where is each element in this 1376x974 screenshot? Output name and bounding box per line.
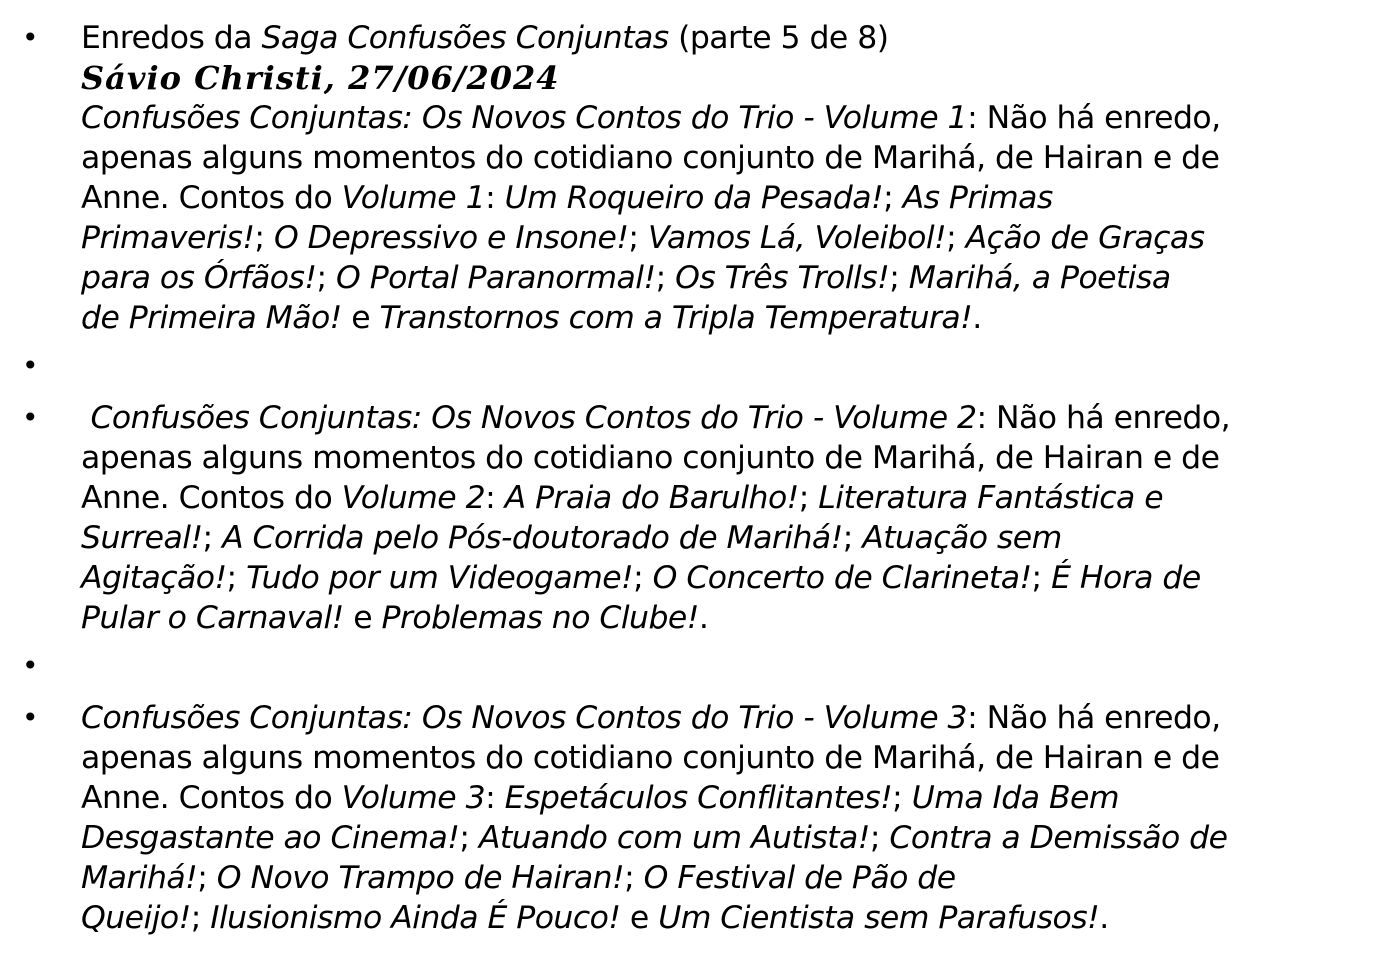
story-title: Vamos Lá, Voleibol! <box>647 220 947 256</box>
volume-title: Confusões Conjuntas: Os Novos Contos do Trio - Volume 1 <box>81 100 968 136</box>
volume-ref: Volume 1 <box>341 180 486 216</box>
separator: ; <box>1031 560 1052 596</box>
separator: ; <box>869 820 890 856</box>
separator: ; <box>883 180 903 216</box>
stories-line <box>81 898 1356 938</box>
list-item-text <box>81 18 1356 338</box>
story-title: Literatura Fantástica e <box>818 480 1164 516</box>
story-title: O Portal Paranormal! <box>336 260 656 296</box>
separator: ; <box>633 560 653 596</box>
line-end: . <box>972 300 982 336</box>
author-date: , 27/06/2024 <box>323 59 560 97</box>
author-name: Sávio Christi <box>81 59 324 97</box>
bullet-icon: • <box>22 649 39 682</box>
story-title: O Festival de Pão de <box>643 860 956 896</box>
story-title: O Depressivo e Insone! <box>273 220 629 256</box>
list-item-text <box>81 698 1356 938</box>
bullet-icon: • <box>22 701 39 734</box>
separator: ; <box>798 480 819 516</box>
story-title: A Corrida pelo Pós-doutorado de Marihá! <box>222 520 843 556</box>
separator: ; <box>946 220 966 256</box>
separator: e <box>343 600 382 636</box>
description-line: apenas alguns momentos do cotidiano conjunto de Marihá, de Hairan e de <box>81 740 1220 776</box>
separator: ; <box>197 860 217 896</box>
story-title: Problemas no Clube! <box>381 600 699 636</box>
volume-title: Confusões Conjuntas: Os Novos Contos do Trio - Volume 3 <box>81 700 968 736</box>
separator: ; <box>190 900 211 936</box>
stories-line <box>81 178 1356 218</box>
stories-prefix: Anne. Contos do <box>81 480 342 516</box>
story-title: Um Roqueiro da Pesada! <box>504 180 884 216</box>
separator: ; <box>254 220 274 256</box>
line-end: . <box>698 600 709 636</box>
stories-line <box>81 598 1356 638</box>
list-item-text <box>81 398 1356 638</box>
story-title: Ação de Graças <box>965 220 1205 256</box>
intro-line <box>81 18 1356 58</box>
separator: e <box>341 300 380 336</box>
separator: ; <box>459 820 479 856</box>
story-title: Queijo! <box>81 900 191 936</box>
story-title: As Primas <box>902 180 1053 216</box>
story-title: Atuando com um Autista! <box>478 820 870 856</box>
separator: ; <box>202 520 223 556</box>
volume-ref: Volume 3 <box>341 780 486 816</box>
story-title: Ilusionismo Ainda É Pouco! <box>210 900 621 936</box>
volume-title-rest: : Não há enredo, <box>967 100 1221 136</box>
stories-prefix: Anne. Contos do <box>81 180 342 216</box>
story-title: Tudo por um Videogame! <box>246 560 634 596</box>
stories-line <box>81 818 1356 858</box>
story-title: Marihá, a Poetisa <box>908 260 1171 296</box>
story-title: O Novo Trampo de Hairan! <box>216 860 625 896</box>
saga-title: Saga Confusões Conjuntas <box>261 20 669 56</box>
story-title: Um Cientista sem Parafusos! <box>658 900 1100 936</box>
volume-title-line <box>81 98 1356 138</box>
story-title: Os Três Trolls! <box>675 260 890 296</box>
story-title: Primaveris! <box>81 220 255 256</box>
separator: : <box>485 780 505 816</box>
stories-line <box>81 258 1356 298</box>
stories-line <box>81 478 1356 518</box>
separator: ; <box>624 860 644 896</box>
stories-line <box>81 218 1356 258</box>
story-title: É Hora de <box>1051 560 1201 596</box>
intro-prefix: Enredos da <box>81 20 262 56</box>
bullet-icon: • <box>22 349 39 382</box>
author-line <box>81 58 1356 98</box>
separator: ; <box>655 260 676 296</box>
story-title: Espetáculos Conflitantes! <box>504 780 893 816</box>
separator: ; <box>316 260 336 296</box>
separator: ; <box>889 260 909 296</box>
story-title: para os Órfãos! <box>81 260 317 296</box>
stories-line <box>81 558 1356 598</box>
story-title: Marihá! <box>81 860 198 896</box>
volume-title-rest: : Não há enredo, <box>967 700 1221 736</box>
volume-ref: Volume 2 <box>341 480 486 516</box>
separator: ; <box>892 780 912 816</box>
part-info: (parte 5 de 8) <box>668 20 889 56</box>
story-title: Atuação sem <box>862 520 1062 556</box>
stories-line <box>81 778 1356 818</box>
stories-line <box>81 858 1356 898</box>
separator: ; <box>226 560 247 596</box>
volume-title-line <box>81 398 1356 438</box>
stories-line <box>81 518 1356 558</box>
bullet-icon: • <box>22 21 39 54</box>
story-title: Transtornos com a Tripla Temperatura! <box>379 300 973 336</box>
story-title: Desgastante ao Cinema! <box>81 820 460 856</box>
volume-title-line <box>81 698 1356 738</box>
bullet-icon: • <box>22 401 39 434</box>
story-title: Uma Ida Bem <box>911 780 1119 816</box>
separator: : <box>485 480 505 516</box>
story-title: O Concerto de Clarineta! <box>652 560 1032 596</box>
story-title: Pular o Carnaval! <box>81 600 344 636</box>
story-title: A Praia do Barulho! <box>504 480 799 516</box>
separator: e <box>620 900 659 936</box>
separator: : <box>485 180 505 216</box>
story-title: de Primeira Mão! <box>81 300 342 336</box>
description-line: apenas alguns momentos do cotidiano conjunto de Marihá, de Hairan e de <box>81 140 1220 176</box>
separator: ; <box>628 220 648 256</box>
volume-title: Confusões Conjuntas: Os Novos Contos do Trio - Volume 2 <box>81 400 977 436</box>
description-line: apenas alguns momentos do cotidiano conjunto de Marihá, de Hairan e de <box>81 440 1220 476</box>
line-end: . <box>1099 900 1109 936</box>
separator: ; <box>842 520 863 556</box>
story-title: Agitação! <box>81 560 227 596</box>
story-title: Contra a Demissão de <box>889 820 1228 856</box>
story-title: Surreal! <box>81 520 203 556</box>
stories-line <box>81 298 1356 338</box>
volume-title-rest: : Não há enredo, <box>976 400 1231 436</box>
stories-prefix: Anne. Contos do <box>81 780 342 816</box>
